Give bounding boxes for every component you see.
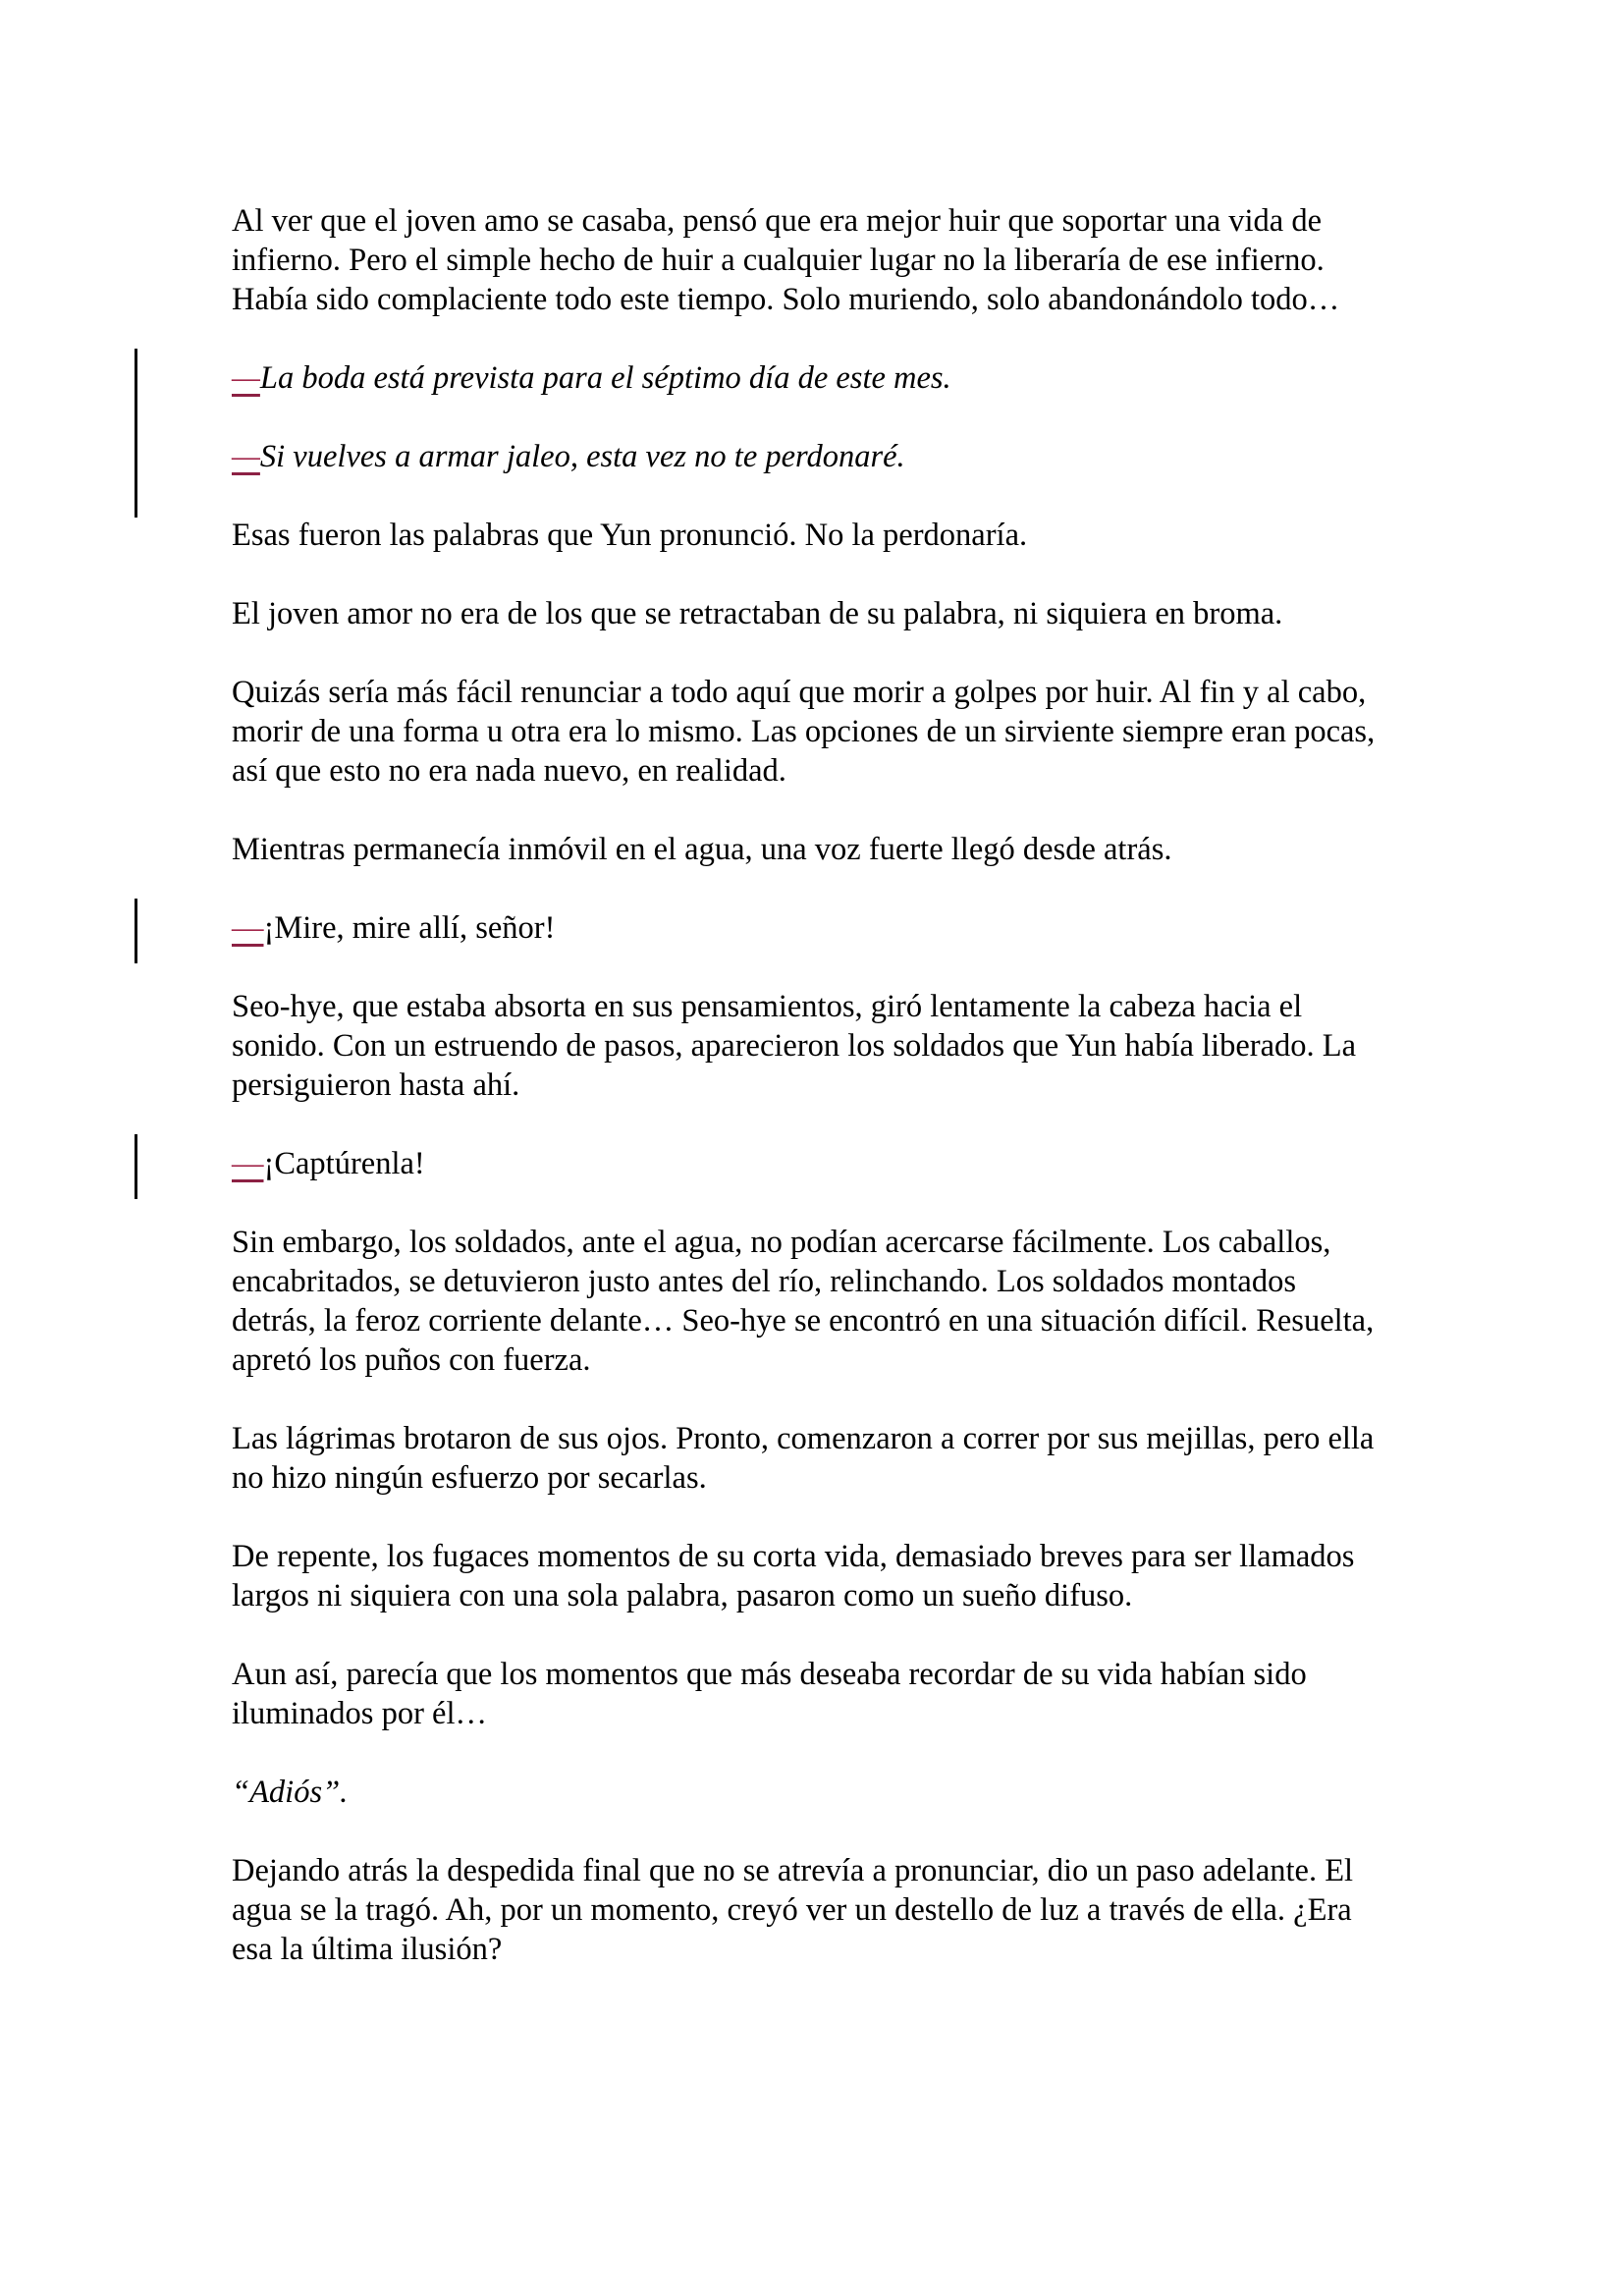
paragraph — [232, 673, 1382, 791]
tracked-change-bar — [135, 1134, 137, 1199]
paragraph-text: La boda está prevista para el séptimo día de este mes. — [259, 360, 951, 396]
paragraph — [232, 830, 1382, 869]
tracked-change-bar — [135, 427, 137, 518]
paragraph-text: Mientras permanecía inmóvil en el agua, una voz fuerte llegó desde atrás. — [232, 832, 1172, 867]
paragraph — [232, 594, 1382, 633]
dialogue-paragraph — [232, 908, 1382, 948]
paragraph-text: El joven amor no era de los que se retractaban de su palabra, ni siquiera en broma. — [232, 596, 1283, 631]
dialogue-paragraph — [232, 1144, 1382, 1183]
paragraph-text: “Adiós”. — [232, 1775, 349, 1810]
paragraph-text: Seo-hye, que estaba absorta en sus pensamientos, giró lentamente la cabeza hacia el sonido. Con un estruendo de pasos, aparecieron los soldados que Yun había liberado. La persiguieron hasta ahí. — [232, 989, 1357, 1103]
tracked-insertion-dash: — — [232, 1146, 264, 1181]
paragraph — [232, 1851, 1382, 1969]
paragraph-text: Al ver que el joven amo se casaba, pensó que era mejor huir que soportar una vida de infierno. Pero el simple hecho de huir a cualquier lugar no la liberaría de ese infierno. Había sido complaciente todo este tiempo. Solo muriendo, solo abandonándolo todo… — [232, 203, 1340, 317]
paragraph-text: De repente, los fugaces momentos de su corta vida, demasiado breves para ser llamados largos ni siquiera con una sola palabra, pasaron como un sueño difuso. — [232, 1539, 1355, 1613]
paragraph — [232, 987, 1382, 1105]
tracked-insertion-dash: — — [232, 439, 260, 474]
paragraph-text: Aun así, parecía que los momentos que más deseaba recordar de su vida habían sido iluminados por él… — [232, 1657, 1307, 1731]
paragraph — [232, 516, 1382, 555]
tracked-change-bar — [135, 349, 137, 439]
paragraph-text: Quizás sería más fácil renunciar a todo aquí que morir a golpes por huir. Al fin y al cabo, morir de una forma u otra era lo mismo. Las opciones de un sirviente siempre eran pocas, así que esto no era nada nuevo, en realidad. — [232, 675, 1376, 789]
paragraph — [232, 201, 1382, 319]
dialogue-paragraph — [232, 437, 1382, 476]
paragraph-text: Las lágrimas brotaron de sus ojos. Pronto, comenzaron a correr por sus mejillas, pero ella no hizo ningún esfuerzo por secarlas. — [232, 1421, 1375, 1496]
paragraph — [232, 1419, 1382, 1498]
document-text — [232, 201, 1382, 2008]
paragraph — [232, 1537, 1382, 1615]
paragraph-text: Si vuelves a armar jaleo, esta vez no te perdonaré. — [259, 439, 905, 474]
tracked-insertion-dash: — — [232, 360, 260, 396]
tracked-insertion-dash: — — [232, 910, 264, 946]
paragraph — [232, 1655, 1382, 1733]
paragraph-text: ¡Captúrenla! — [263, 1146, 425, 1181]
paragraph — [232, 1223, 1382, 1380]
paragraph-text: Esas fueron las palabras que Yun pronunció. No la perdonaría. — [232, 518, 1028, 553]
dialogue-paragraph — [232, 358, 1382, 398]
paragraph — [232, 1773, 1382, 1812]
paragraph-text: ¡Mire, mire allí, señor! — [263, 910, 556, 946]
tracked-change-bar — [135, 899, 137, 963]
paragraph-text: Dejando atrás la despedida final que no se atrevía a pronunciar, dio un paso adelante. El agua se la tragó. Ah, por un momento, creyó ver un destello de luz a través de ella. ¿Era esa la última ilusión? — [232, 1853, 1354, 1967]
paragraph-text: Sin embargo, los soldados, ante el agua, no podían acercarse fácilmente. Los caballos, encabritados, se detuvieron justo antes del río, relinchando. Los soldados montados detrás, la feroz corriente delante… Seo-hye se encontró en una situación difícil. Resuelta, apretó los puños con fuerza. — [232, 1225, 1375, 1378]
